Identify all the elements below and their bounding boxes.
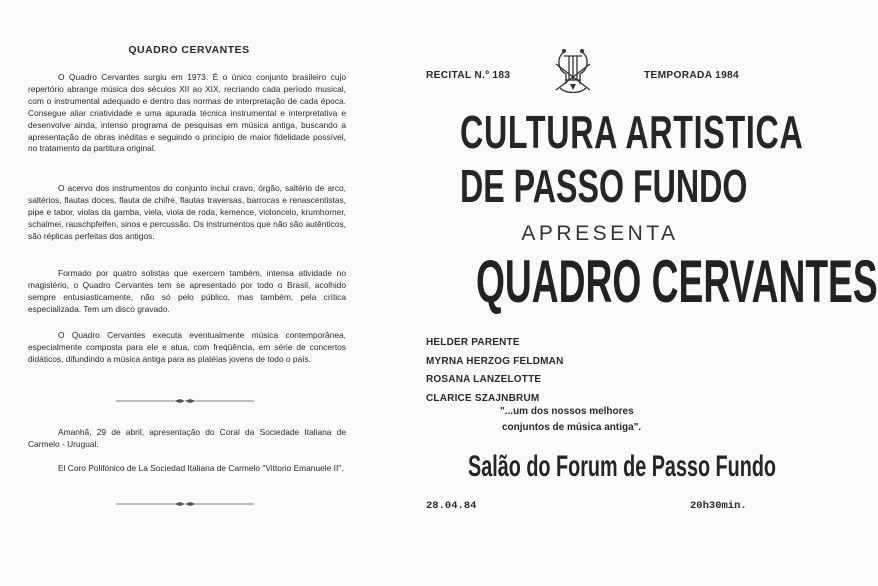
paragraph-soloists: Formado por quatro solistas que exercem também, intensa atividade no magistério, o Quadro Cervantes tem se apresentado por todo o Brasil, acolhido sempre entusiasticamente, não só pelo público, mas também, pela crítica especializada. Tem um disco gravado.	[28, 268, 346, 314]
quote-line: conjuntos de música antiga".	[502, 422, 642, 433]
event-time: 20h30min.	[690, 500, 747, 512]
venue-name: Salão do Forum de Passo Fundo	[468, 450, 777, 483]
ensemble-title: QUADRO CERVANTES	[476, 248, 878, 315]
ornament-divider	[116, 500, 254, 508]
member-name: CLARICE SZAJNBRUM	[426, 392, 540, 404]
lyre-emblem-icon	[550, 44, 596, 96]
member-list	[426, 334, 564, 408]
recital-number: RECITAL N.º 183	[426, 70, 511, 81]
ornament-divider	[116, 397, 254, 405]
paragraph-coro: El Coro Polifónico de La Sociedad Italiana de Carmelo "Vittorio Emanuele II".	[58, 463, 344, 473]
organization-name-line1: CULTURA ARTISTICA	[460, 106, 804, 158]
right-page	[400, 0, 878, 586]
quote-line: "...um dos nossos melhores	[500, 406, 634, 417]
member-name: ROSANA LANZELOTTE	[426, 374, 542, 385]
event-date: 28.04.84	[426, 500, 477, 512]
paragraph-instruments: O acervo dos instrumentos do conjunto inclui cravo, órgão, saltério de arco, saltérios, flautas doces, flauta de chifre, flautas traversas, barrocas e renascentistas, pipe e tabor, violas da gamba, viela, viola de roda, kemence, violoncelo, krumhorner, schalmei, rauschpfeifen, sinos e percussão. Os instrumentos que não são autênticos, são réplicas perfeitas dos antigos.	[28, 183, 346, 241]
left-page	[0, 0, 400, 586]
left-page-title: QUADRO CERVANTES	[128, 44, 250, 56]
member-name: HELDER PARENTE	[426, 337, 520, 348]
season-label: TEMPORADA 1984	[644, 70, 739, 81]
member-name: MYRNA HERZOG FELDMAN	[426, 355, 564, 367]
presents-label: APRESENTA	[521, 222, 679, 245]
paragraph-history: O Quadro Cervantes surgiu em 1973. É o único conjunto brasileiro cujo repertório abrange música dos séculos XII ao XIX, recriando cada período musical, com o instrumental adequado e dentro das normas de interpretação de cada época. Consegue aliar criatividade e uma apurada técnica instrumental e interpretativa e desenvolve ainda, intenso programa de pesquisas em música antiga, buscando a apresentação de obras inéditas e seguindo o princípio de maior fidelidade possível, no tratamento da partitura original.	[28, 72, 346, 154]
organization-name-line2: DE PASSO FUNDO	[460, 160, 748, 212]
paragraph-contemporary: O Quadro Cervantes executa eventualmente música contemporânea, especialmente composta para ele e atua, com freqüência, em série de concertos didáticos, difundindo a música antiga para as platéias jovens de todo o país.	[28, 330, 346, 364]
press-quote	[500, 404, 740, 436]
paragraph-tomorrow: Amanhã, 29 de abril, apresentação do Coral da Sociedade Italiana de Carmelo - Urugual.	[28, 427, 346, 449]
